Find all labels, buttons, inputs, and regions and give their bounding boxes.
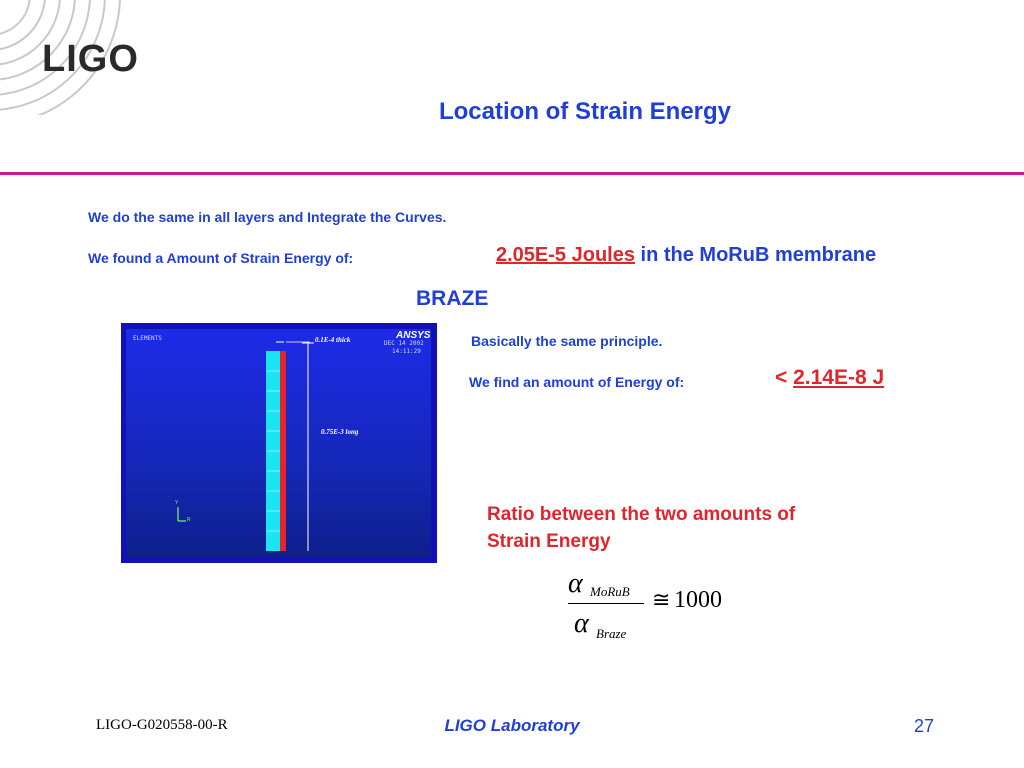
simulation-canvas [126, 329, 431, 557]
divider-rule [0, 172, 1024, 175]
fraction-bar [568, 603, 644, 604]
axis-y-label: Y [175, 500, 179, 506]
ratio-formula [560, 568, 760, 648]
ratio-line-1: Ratio between the two amounts of [487, 504, 796, 525]
morub-energy-suffix: in the MoRuB membrane [634, 244, 877, 266]
axis-x-label: R [187, 517, 191, 523]
sim-time: 14:11:29 [392, 348, 421, 355]
ratio-value: 1000 [674, 587, 722, 613]
braze-energy-prefix: < [775, 366, 794, 389]
ratio-text [487, 501, 795, 555]
red-layer [280, 351, 286, 551]
page-title: Location of Strain Energy [438, 98, 732, 125]
denominator-subscript: Braze [596, 626, 627, 641]
braze-principle: Basically the same principle. [471, 333, 663, 349]
sim-date: DEC 14 2002 [384, 340, 424, 347]
footer-doc-id: LIGO-G020558-00-R [96, 717, 228, 733]
ansys-logo: ANSYS [396, 330, 431, 341]
page-number: 27 [914, 716, 935, 736]
length-label: 0.75E-3 long [321, 428, 359, 436]
braze-energy-value: 2.14E-8 J [793, 366, 885, 389]
body-line-found-amount: We found a Amount of Strain Energy of: [88, 250, 354, 266]
approx-symbol: ≅ [652, 587, 671, 612]
morub-energy [496, 244, 876, 267]
thickness-label: 0.1E-4 thick [315, 336, 351, 344]
ratio-line-2: Strain Energy [487, 531, 611, 552]
braze-energy [775, 366, 884, 390]
body-line-integrate: We do the same in all layers and Integrate the Curves. [88, 209, 447, 225]
ligo-logo: LIGO [42, 38, 139, 80]
braze-find-amount: We find an amount of Energy of: [469, 374, 685, 390]
numerator-subscript: MoRuB [590, 584, 630, 599]
ansys-simulation-image [121, 323, 437, 563]
footer-center: LIGO Laboratory [444, 716, 580, 735]
numerator-alpha: α [568, 568, 583, 599]
elements-label: ELEMENTS [133, 335, 162, 342]
morub-energy-value: 2.05E-5 Joules [496, 244, 635, 266]
braze-heading: BRAZE [416, 287, 489, 310]
denominator-alpha: α [574, 608, 589, 639]
